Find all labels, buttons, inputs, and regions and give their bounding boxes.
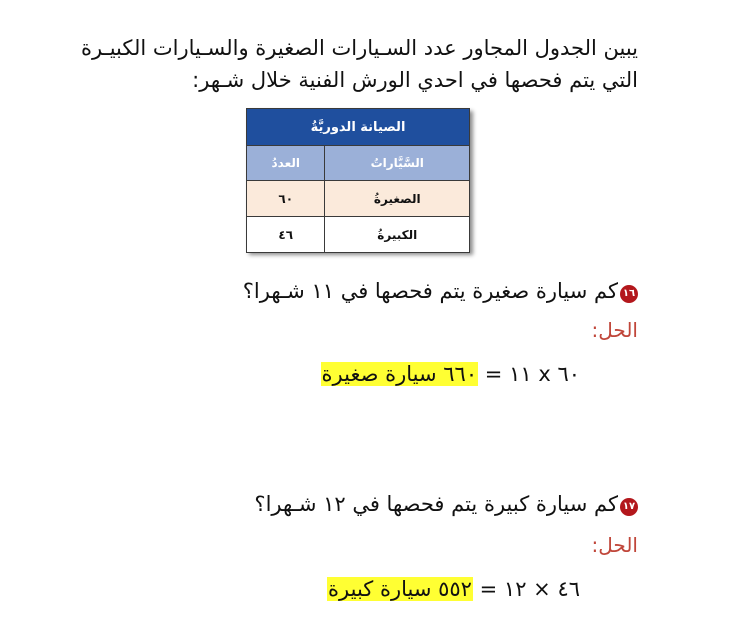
table-cell-count: ٦٠ [247,181,325,217]
table-cell-count: ٤٦ [247,217,325,253]
question-16 [243,276,638,306]
table-cell-type: الصغيرةُ [325,181,470,217]
question-number-badge: ١٦ [620,285,638,303]
equation: ٦٠ x ١١ = [478,362,580,386]
question-number-badge: ١٧ [620,498,638,516]
equation: ٤٦ × ١٢ = [472,577,580,601]
intro-line-1: يبين الجدول المجاور عدد السـيارات الصغيرة والسـيارات الكبيـرة [80,36,638,60]
table-row [247,217,470,253]
table-header-cars: السَّيَّاراتُ [325,146,470,181]
solution-label: الحل: [591,318,638,342]
question-text: كم سيارة صغيرة يتم فحصها في ١١ شـهرا؟ [242,279,618,303]
table-title: الصيانة الدوريَّةُ [247,109,470,146]
question-17 [254,489,638,519]
table-row [247,181,470,217]
maintenance-table [246,108,470,252]
answer-16 [321,359,580,389]
table-cell-type: الكبيرةُ [325,217,470,253]
table-header-count: العددُ [247,146,325,181]
intro-line-2: التي يتم فحصها في احدي الورش الفنية خلال شـهر: [192,68,638,92]
question-text: كم سيارة كبيرة يتم فحصها في ١٢ شـهرا؟ [254,492,618,516]
intro-paragraph [58,32,638,96]
answer-17 [327,574,580,604]
solution-label: الحل: [591,533,638,557]
answer-highlight: ٥٥٢ سيارة كبيرة [328,577,472,601]
answer-highlight: ٦٦٠ سيارة صغيرة [321,362,478,386]
